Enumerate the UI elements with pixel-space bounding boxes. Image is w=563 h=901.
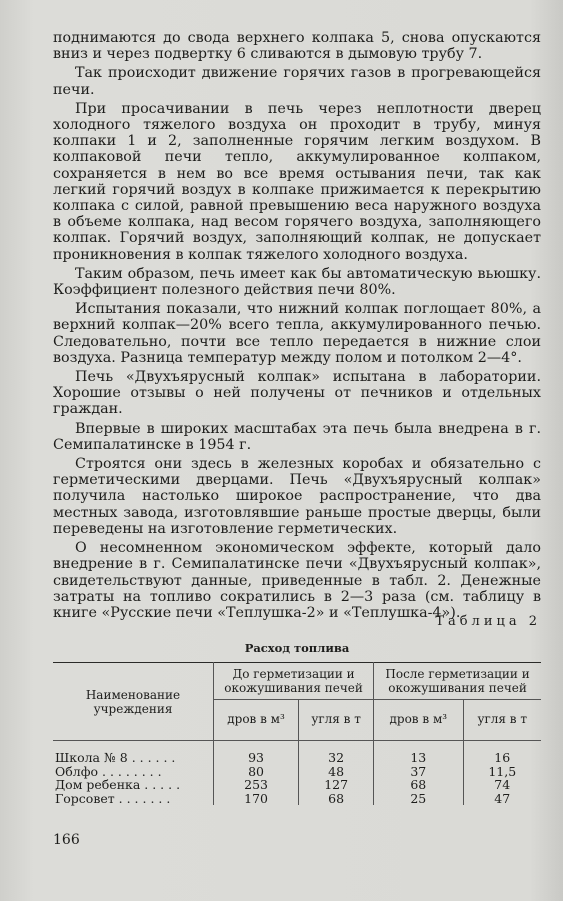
cell-coal-before: 32 (299, 741, 374, 765)
subheader-wood-before: дров в м³ (214, 700, 299, 741)
header-institution: Наименование учреждения (53, 663, 214, 741)
cell-coal-before: 127 (299, 778, 374, 792)
cell-wood-after: 37 (374, 765, 463, 779)
paragraph-2: Так происходит движение горячих газов в прогревающейся печи. (53, 65, 541, 98)
cell-coal-after: 47 (494, 790, 511, 806)
cell-coal-before: 68 (299, 792, 374, 806)
fuel-table (53, 662, 541, 805)
paragraph-4: Таким образом, печь имеет как бы автоматическую вьюшку. Коэффициент полезного действия печи 80%. (53, 265, 541, 299)
subheader-wood-after: дров в м³ (374, 700, 463, 741)
header-after: После герметизации и окожушивания печей (374, 663, 541, 700)
cell-coal-after: 74 (494, 777, 511, 792)
cell-wood-after: 13 (374, 741, 463, 765)
paragraph-3: При просачивании в печь через неплотности дверец холодного тяжелого воздуха он проходит в трубу, минуя колпаки 1 и 2, заполненные горячим легким воздухом. В колпаковой печи тепло, аккумулированное колпаком, сохраняется в нем во все время остывания печи, так как легкий горячий воздух в колпаке прижимается к перекрытию колпака с силой, равной превышению веса наружного воздуха в объеме колпака, над весом горячего воздуха, заполняющего колпак. Горячий воздух, заполняющий колпак, не допускает проникновения в колпак тяжелого холодного воздуха. (53, 100, 541, 263)
cell-wood-before: 93 (214, 741, 299, 765)
table-caption: Таблица 2 (435, 614, 541, 629)
row-name: Горсовет . . . . . . . (53, 792, 214, 806)
page-number: 166 (53, 832, 80, 848)
cell-coal-after: 16 (494, 750, 511, 765)
subheader-coal-after: угля в т (463, 700, 541, 741)
row-name: Облфо . . . . . . . . (53, 765, 214, 779)
row-name: Школа № 8 . . . . . . (53, 741, 214, 765)
cell-coal-after: 11,5 (488, 763, 517, 779)
cell-coal-before: 48 (299, 765, 374, 779)
cell-wood-before: 170 (214, 792, 299, 806)
paragraph-1: поднимаются до свода верхнего колпака 5, снова опускаются вниз и через подвертку 6 сливаются в дымовую трубу 7. (53, 30, 541, 63)
paragraph-6: Печь «Двухъярусный колпак» испытана в лаборатории. Хорошие отзывы о ней получены от печников и отдельных граждан. (53, 369, 541, 418)
table-row (53, 765, 541, 779)
cell-wood-before: 80 (214, 765, 299, 779)
cell-wood-after: 68 (374, 778, 463, 792)
body-text (53, 30, 541, 621)
header-before: До герметизации и окожушивания печей (214, 663, 374, 700)
paragraph-8: Строятся они здесь в железных коробах и обязательно с герметическими дверцами. Печь «Двухъярусный колпак» получила настолько широкое распространение, что два местных завода, изготовлявшие раньше простые дверцы, были переведены на изготовление герметических. (53, 456, 541, 537)
cell-wood-before: 253 (214, 778, 299, 792)
table-title: Расход топлива (244, 641, 350, 655)
row-name: Дом ребенка . . . . . (53, 778, 214, 792)
cell-wood-after: 25 (374, 792, 463, 806)
paragraph-7: Впервые в широких масштабах эта печь была внедрена в г. Семипалатинске в 1954 г. (53, 420, 541, 453)
subheader-coal-before: угля в т (299, 700, 374, 741)
paragraph-5: Испытания показали, что нижний колпак поглощает 80%, а верхний колпак—20% всего тепла, аккумулированного печью. Следовательно, почти все тепло передается в нижние слои воздуха. Разница температур между полом и потолком 2—4°. (53, 301, 541, 366)
paragraph-9: О несомненном экономическом эффекте, который дало внедрение в г. Семипалатинске печи «Двухъярусный колпак», свидетельствуют данные, приведенные в табл. 2. Денежные затраты на топливо сократились в 2—3 раза (см. таблицу в книге «Русские печи «Теплушка-2» и «Теплушка-4»). (53, 540, 541, 621)
table-row (53, 792, 541, 806)
table-row (53, 741, 541, 765)
table-row (53, 778, 541, 792)
